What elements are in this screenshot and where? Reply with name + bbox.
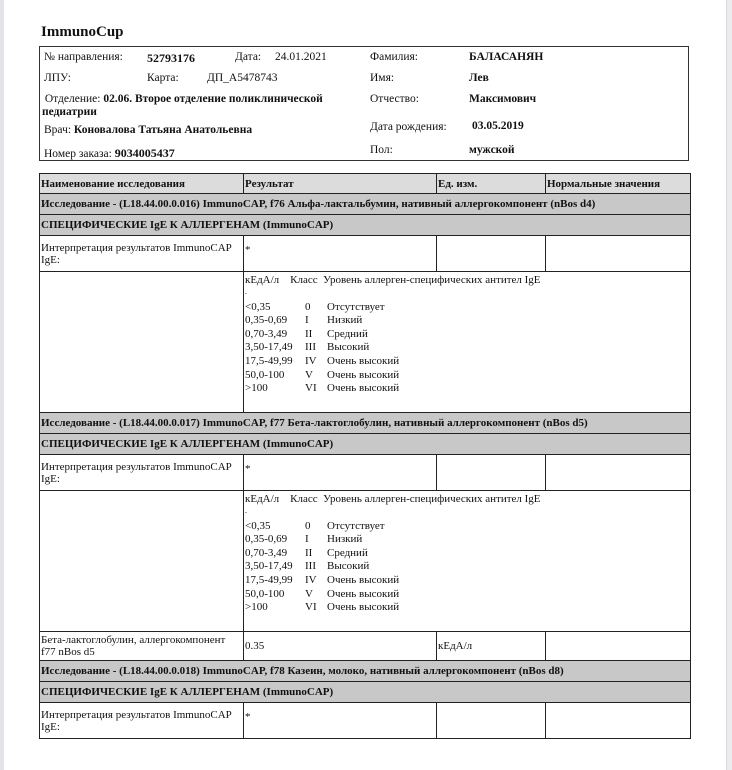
column-header-unit: Ед. изм. xyxy=(437,174,546,194)
legend-class: V xyxy=(305,368,313,381)
legend-header: кЕдА/л Класс Уровень аллерген-специфических антител IgE xyxy=(245,274,541,286)
birthdate-label: Дата рождения: xyxy=(370,121,447,133)
referral-label: № направления: xyxy=(44,51,123,63)
legend-class: I xyxy=(305,533,309,546)
interp-norm xyxy=(546,703,691,739)
legend-range: 3,50-17,49 xyxy=(245,341,293,354)
viewer-left-edge xyxy=(0,0,4,770)
legend-level: Высокий xyxy=(327,341,370,354)
legend-empty-cell xyxy=(40,272,244,413)
column-header-result: Результат xyxy=(244,174,437,194)
column-header-normal: Нормальные значения xyxy=(546,174,691,194)
interp-label: Интерпретация результатов ImmunoCAP IgE: xyxy=(40,455,244,491)
group-title: СПЕЦИФИЧЕСКИЕ IgE К АЛЛЕРГЕНАМ (ImmunoCAP) xyxy=(40,682,691,703)
surname-value: БАЛАСАНЯН xyxy=(469,51,544,63)
date-value: 24.01.2021 xyxy=(275,51,327,63)
group-title: СПЕЦИФИЧЕСКИЕ IgE К АЛЛЕРГЕНАМ (ImmunoCAP) xyxy=(40,434,691,455)
group-title: СПЕЦИФИЧЕСКИЕ IgE К АЛЛЕРГЕНАМ (ImmunoCAP) xyxy=(40,215,691,236)
legend-class: VI xyxy=(305,382,317,395)
legend-cell xyxy=(244,272,691,413)
legend-class: 0 xyxy=(305,519,311,532)
result-row xyxy=(40,632,691,661)
study-title: Исследование - (L18.44.00.0.017) ImmunoCAP, f77 Бета-лактоглобулин, нативный аллергокомпонент (nBos d5) xyxy=(40,413,691,434)
birthdate-value: 03.05.2019 xyxy=(472,120,524,132)
interp-norm xyxy=(546,455,691,491)
study-title: Исследование - (L18.44.00.0.016) ImmunoCAP, f76 Альфа-лактальбумин, нативный аллергокомпонент (nBos d4) xyxy=(40,194,691,215)
legend-range: 0,35-0,69 xyxy=(245,533,288,546)
interp-label: Интерпретация результатов ImmunoCAP IgE: xyxy=(40,703,244,739)
legend-range: <0,35 xyxy=(245,519,271,532)
legend-dot: . xyxy=(245,286,247,296)
legend-level: Очень высокий xyxy=(327,573,400,586)
legend-range: 3,50-17,49 xyxy=(245,560,293,573)
doctor-label: Врач: xyxy=(44,124,72,136)
card-value: ДП_А5478743 xyxy=(207,72,278,84)
sex-label: Пол: xyxy=(370,144,393,156)
department-value: 02.06. Второе отделение поликлинической педиатрии xyxy=(42,93,323,118)
legend-class: IV xyxy=(305,354,317,367)
order-field xyxy=(44,146,175,161)
interp-norm xyxy=(546,236,691,272)
result-name: Бета-лактоглобулин, аллергокомпонент f77 nBos d5 xyxy=(40,632,244,661)
name-value: Лев xyxy=(469,72,489,84)
legend-class: IV xyxy=(305,573,317,586)
legend-range: >100 xyxy=(245,601,268,614)
result-value: 0.35 xyxy=(244,632,437,661)
group-row xyxy=(40,215,691,236)
legend-row xyxy=(40,272,691,413)
legend-level: Средний xyxy=(327,327,368,340)
study-row xyxy=(40,661,691,682)
legend-level: Отсутствует xyxy=(327,300,385,313)
table-row xyxy=(40,236,691,272)
viewer-scrollbar-gutter[interactable] xyxy=(726,0,732,770)
results-table xyxy=(39,173,691,739)
legend-range: 50,0-100 xyxy=(245,587,285,600)
legend-level: Высокий xyxy=(327,560,370,573)
result-unit: кЕдА/л xyxy=(437,632,546,661)
interp-label: Интерпретация результатов ImmunoCAP IgE: xyxy=(40,236,244,272)
doctor-field xyxy=(44,124,252,136)
order-label: Номер заказа: xyxy=(44,148,112,160)
legend-cell xyxy=(244,491,691,632)
name-label: Имя: xyxy=(370,72,395,84)
legend-range: >100 xyxy=(245,382,268,395)
result-norm xyxy=(546,632,691,661)
study-row xyxy=(40,194,691,215)
legend-level: Низкий xyxy=(327,314,363,327)
doctor-value: Коновалова Татьяна Анатольевна xyxy=(73,124,253,136)
legend-range: 17,5-49,99 xyxy=(245,573,293,586)
lpu-label: ЛПУ: xyxy=(44,72,72,84)
legend-level: Очень высокий xyxy=(327,368,400,381)
legend-range: 50,0-100 xyxy=(245,368,285,381)
surname-label: Фамилия: xyxy=(370,51,418,63)
interp-value: * xyxy=(244,703,437,739)
legend-class: III xyxy=(305,560,316,573)
referral-value: 52793176 xyxy=(147,51,195,65)
legend-level: Очень высокий xyxy=(327,587,400,600)
interp-unit xyxy=(437,703,546,739)
patronymic-label: Отчество: xyxy=(370,93,419,105)
date-label: Дата: xyxy=(235,51,262,63)
legend-class: V xyxy=(305,587,313,600)
department-label: Отделение: xyxy=(44,93,101,105)
legend-range: <0,35 xyxy=(245,300,271,313)
study-title: Исследование - (L18.44.00.0.018) ImmunoCAP, f78 Казеин, молоко, нативный аллергокомпонент (nBos d8) xyxy=(40,661,691,682)
sex-value: мужской xyxy=(469,144,515,156)
department-field xyxy=(42,93,342,119)
legend-level: Низкий xyxy=(327,533,363,546)
legend-empty-cell xyxy=(40,491,244,632)
order-value: 9034005437 xyxy=(114,146,175,160)
table-header-row xyxy=(40,174,691,194)
column-header-study: Наименование исследования xyxy=(40,174,244,194)
legend-range: 0,35-0,69 xyxy=(245,314,288,327)
table-row xyxy=(40,455,691,491)
legend-range: 0,70-3,49 xyxy=(245,327,288,340)
interp-value: * xyxy=(244,455,437,491)
legend-class: III xyxy=(305,341,316,354)
legend-level: Очень высокий xyxy=(327,382,400,395)
legend-class: II xyxy=(305,546,313,559)
legend-range: 17,5-49,99 xyxy=(245,354,293,367)
document-title: ImmunoCup xyxy=(41,24,124,40)
legend-class: I xyxy=(305,314,309,327)
table-row xyxy=(40,703,691,739)
legend-level: Отсутствует xyxy=(327,519,385,532)
group-row xyxy=(40,682,691,703)
interp-unit xyxy=(437,236,546,272)
legend-range: 0,70-3,49 xyxy=(245,546,288,559)
legend-level: Средний xyxy=(327,546,368,559)
legend-class: VI xyxy=(305,601,317,614)
legend-row xyxy=(40,491,691,632)
card-label: Карта: xyxy=(147,72,179,84)
patient-header-box xyxy=(39,46,689,161)
patronymic-value: Максимович xyxy=(469,93,537,105)
legend-class: 0 xyxy=(305,300,311,313)
legend-class: II xyxy=(305,327,313,340)
legend-dot: . xyxy=(245,505,247,515)
legend-level: Очень высокий xyxy=(327,601,400,614)
group-row xyxy=(40,434,691,455)
legend-header: кЕдА/л Класс Уровень аллерген-специфических антител IgE xyxy=(245,493,541,505)
legend-level: Очень высокий xyxy=(327,354,400,367)
interp-value: * xyxy=(244,236,437,272)
study-row xyxy=(40,413,691,434)
interp-unit xyxy=(437,455,546,491)
